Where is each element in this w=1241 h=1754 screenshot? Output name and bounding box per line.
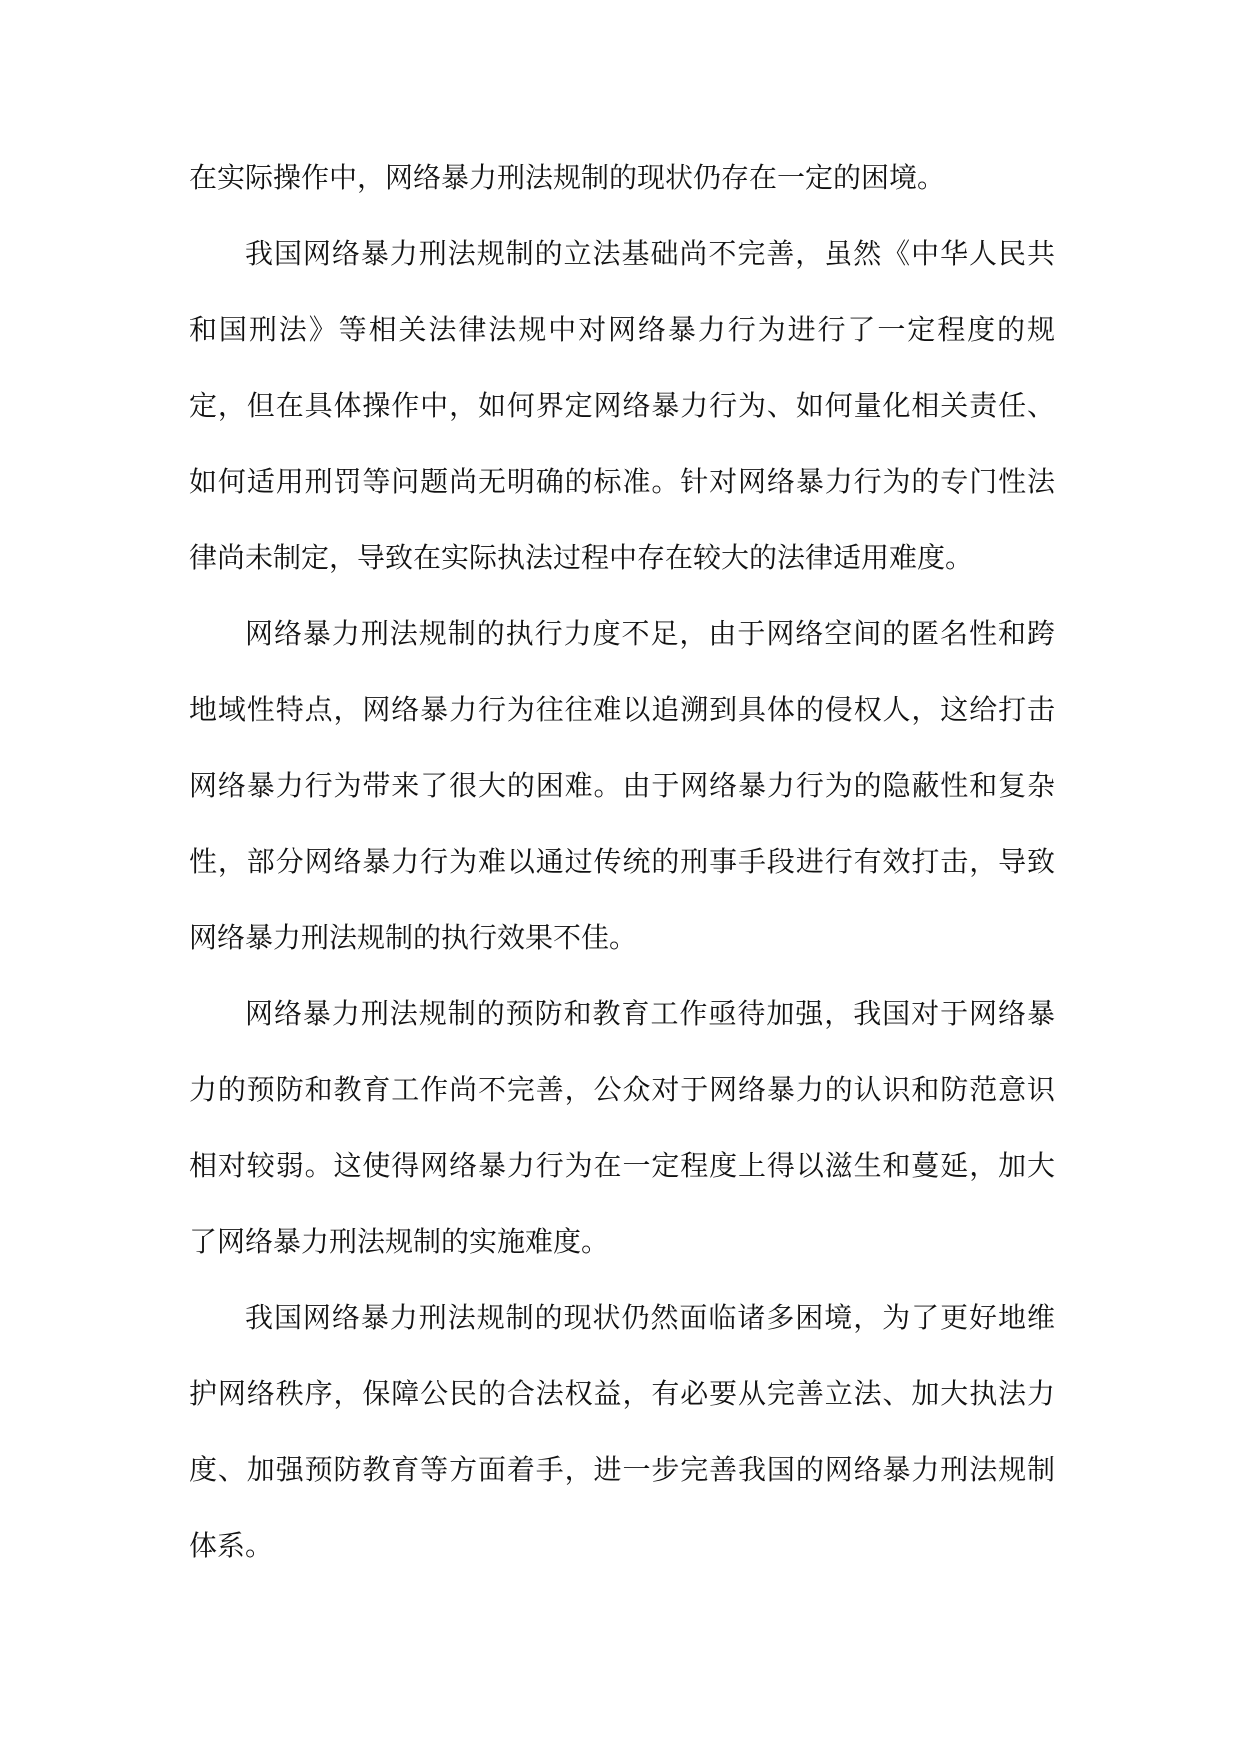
paragraph-enforcement: 网络暴力刑法规制的执行力度不足，由于网络空间的匿名性和跨地域性特点，网络暴力行为往往难以追溯到具体的侵权人，这给打击网络暴力行为带来了很大的困难。由于网络暴力行为的隐蔽性和复杂性，部分网络暴力行为难以通过传统的刑事手段进行有效打击，导致网络暴力刑法规制的执行效果不佳。 <box>189 617 1055 954</box>
paragraph-prevention: 网络暴力刑法规制的预防和教育工作亟待加强，我国对于网络暴力的预防和教育工作尚不完善，公众对于网络暴力的认识和防范意识相对较弱。这使得网络暴力行为在一定程度上得以滋生和蔓延，加大了网络暴力刑法规制的实施难度。 <box>189 997 1055 1258</box>
paragraph-continuation: 在实际操作中，网络暴力刑法规制的现状仍存在一定的困境。 <box>189 161 946 194</box>
paragraph-conclusion: 我国网络暴力刑法规制的现状仍然面临诸多困境，为了更好地维护网络秩序，保障公民的合法权益，有必要从完善立法、加大执法力度、加强预防教育等方面着手，进一步完善我国的网络暴力刑法规制体系。 <box>189 1301 1055 1562</box>
body-text <box>189 140 1055 1584</box>
paragraph-legislation: 我国网络暴力刑法规制的立法基础尚不完善，虽然《中华人民共和国刑法》等相关法律法规中对网络暴力行为进行了一定程度的规定，但在具体操作中，如何界定网络暴力行为、如何量化相关责任、如何适用刑罚等问题尚无明确的标准。针对网络暴力行为的专门性法律尚未制定，导致在实际执法过程中存在较大的法律适用难度。 <box>189 237 1055 574</box>
